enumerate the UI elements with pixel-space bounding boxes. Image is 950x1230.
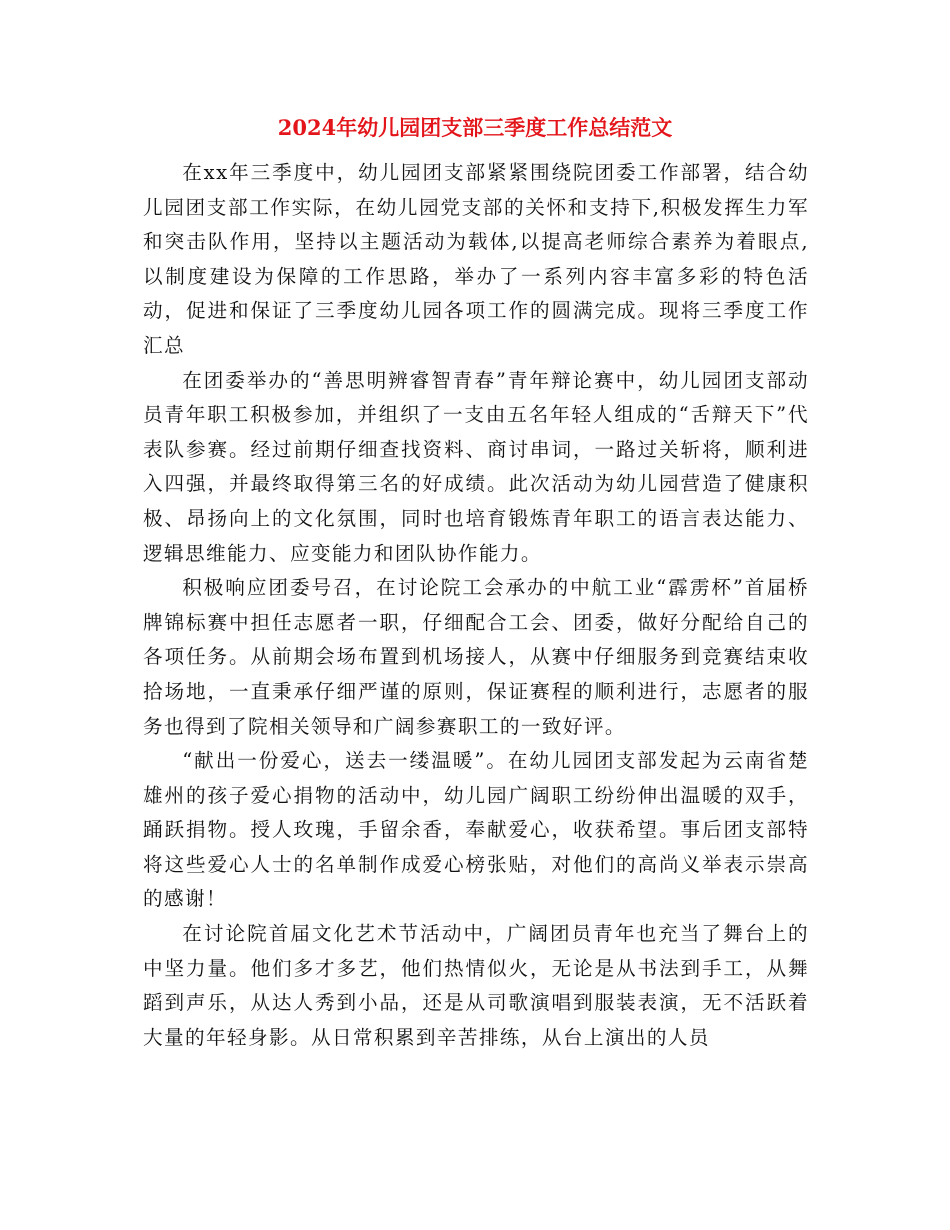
paragraph-3: 积极响应团委号召，在讨论院工会承办的中航工业“霹雳杯”首届桥牌锦标赛中担任志愿者一职，仔细配合工会、团委，做好分配给自己的各项任务。从前期会场布置到机场接人，从赛中仔细服务到竞赛结束收拾场地，一直秉承仔细严谨的原则，保证赛程的顺利进行，志愿者的服务也得到了院相关领导和广阔参赛职工的一致好评。 <box>143 576 809 738</box>
document-title: 2024年幼儿园团支部三季度工作总结范文 <box>277 115 673 140</box>
paragraph-2: 在团委举办的“善思明辨睿智青春”青年辩论赛中，幼儿园团支部动员青年职工积极参加，并组织了一支由五名年轻人组成的“舌辩天下”代表队参赛。经过前期仔细查找资料、商讨串词，一路过关斩将，顺利进入四强，并最终取得第三名的好成绩。此次活动为幼儿园营造了健康积极、昂扬向上的文化氛围，同时也培育锻炼青年职工的语言表达能力、逻辑思维能力、应变能力和团队协作能力。 <box>143 368 809 565</box>
paragraph-4: “献出一份爱心，送去一缕温暖”。在幼儿园团支部发起为云南省楚雄州的孩子爱心捐物的活动中，幼儿园广阔职工纷纷伸出温暖的双手，踊跃捐物。授人玫瑰，手留余香，奉献爱心，收获希望。事后团支部特将这些爱心人士的名单制作成爱心榜张贴，对他们的高尚义举表示崇高的感谢！ <box>143 749 809 911</box>
paragraph-1: 在xx年三季度中，幼儿园团支部紧紧围绕院团委工作部署，结合幼儿园团支部工作实际，在幼儿园党支部的关怀和支持下,积极发挥生力军和突击队作用，坚持以主题活动为载体,以提高老师综合素养为着眼点,以制度建设为保障的工作思路，举办了一系列内容丰富多彩的特色活动，促进和保证了三季度幼儿园各项工作的圆满完成。现将三季度工作汇总 <box>143 161 809 357</box>
document-body <box>143 156 809 1055</box>
paragraph-5: 在讨论院首届文化艺术节活动中，广阔团员青年也充当了舞台上的中坚力量。他们多才多艺，他们热情似火，无论是从书法到手工，从舞蹈到声乐，从达人秀到小品，还是从司歌演唱到服装表演，无不活跃着大量的年轻身影。从日常积累到辛苦排练，从台上演出的人员 <box>143 922 809 1049</box>
